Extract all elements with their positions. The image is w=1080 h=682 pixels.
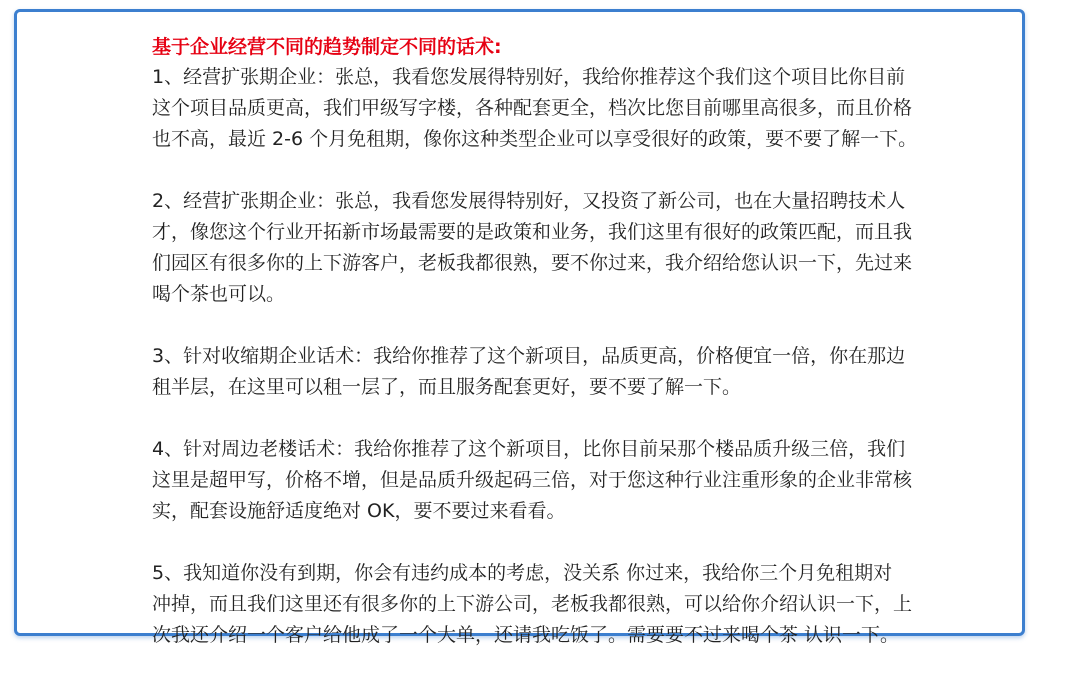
content-frame: [14, 9, 1025, 646]
script-paragraph-1: [152, 62, 952, 155]
paragraph-line: 喝个茶也可以。: [152, 283, 286, 305]
paragraph-line: 5、我知道你没有到期，你会有违约成本的考虑，没关系 你过来，我给你三个月免租期对: [152, 562, 893, 584]
paragraph-line: 3、针对收缩期企业话术：我给你推荐了这个新项目，品质更高，价格便宜一倍，你在那边: [152, 345, 906, 367]
paragraph-line: 租半层，在这里可以租一层了，而且服务配套更好，要不要了解一下。: [152, 376, 742, 398]
script-paragraph-5: [152, 558, 952, 651]
section-title: 基于企业经营不同的趋势制定不同的话术:: [152, 36, 502, 58]
document-body: [152, 32, 952, 682]
paragraph-line: 1、经营扩张期企业：张总，我看您发展得特别好，我给你推荐这个我们这个项目比你目前: [152, 66, 906, 88]
paragraph-line: 才，像您这个行业开拓新市场最需要的是政策和业务，我们这里有很好的政策匹配，而且我: [152, 221, 913, 243]
paragraph-line: 这个项目品质更高，我们甲级写字楼，各种配套更全，档次比您目前哪里高很多，而且价格: [152, 97, 913, 119]
script-paragraph-3: [152, 341, 952, 403]
paragraph-line: 4、针对周边老楼话术：我给你推荐了这个新项目，比你目前呆那个楼品质升级三倍，我们: [152, 438, 906, 460]
script-paragraph-2: [152, 186, 952, 310]
paragraph-line: 次我还介绍一个客户给他成了一个大单，还请我吃饭了。需要要不过来喝个茶 认识一下。: [152, 624, 900, 646]
paragraph-line: 也不高，最近 2-6 个月免租期，像你这种类型企业可以享受很好的政策，要不要了解一下。: [152, 128, 918, 150]
paragraph-line: 冲掉，而且我们这里还有很多你的上下游公司，老板我都很熟，可以给你介绍认识一下，上: [152, 593, 913, 615]
paragraph-line: 们园区有很多你的上下游客户，老板我都很熟，要不你过来，我介绍给您认识一下，先过来: [152, 252, 913, 274]
paragraph-line: 这里是超甲写，价格不增，但是品质升级起码三倍，对于您这种行业注重形象的企业非常核: [152, 469, 913, 491]
paragraph-line: 实，配套设施舒适度绝对 OK，要不要过来看看。: [152, 500, 566, 522]
paragraph-line: 2、经营扩张期企业：张总，我看您发展得特别好，又投资了新公司，也在大量招聘技术人: [152, 190, 906, 212]
script-paragraph-4: [152, 434, 952, 527]
